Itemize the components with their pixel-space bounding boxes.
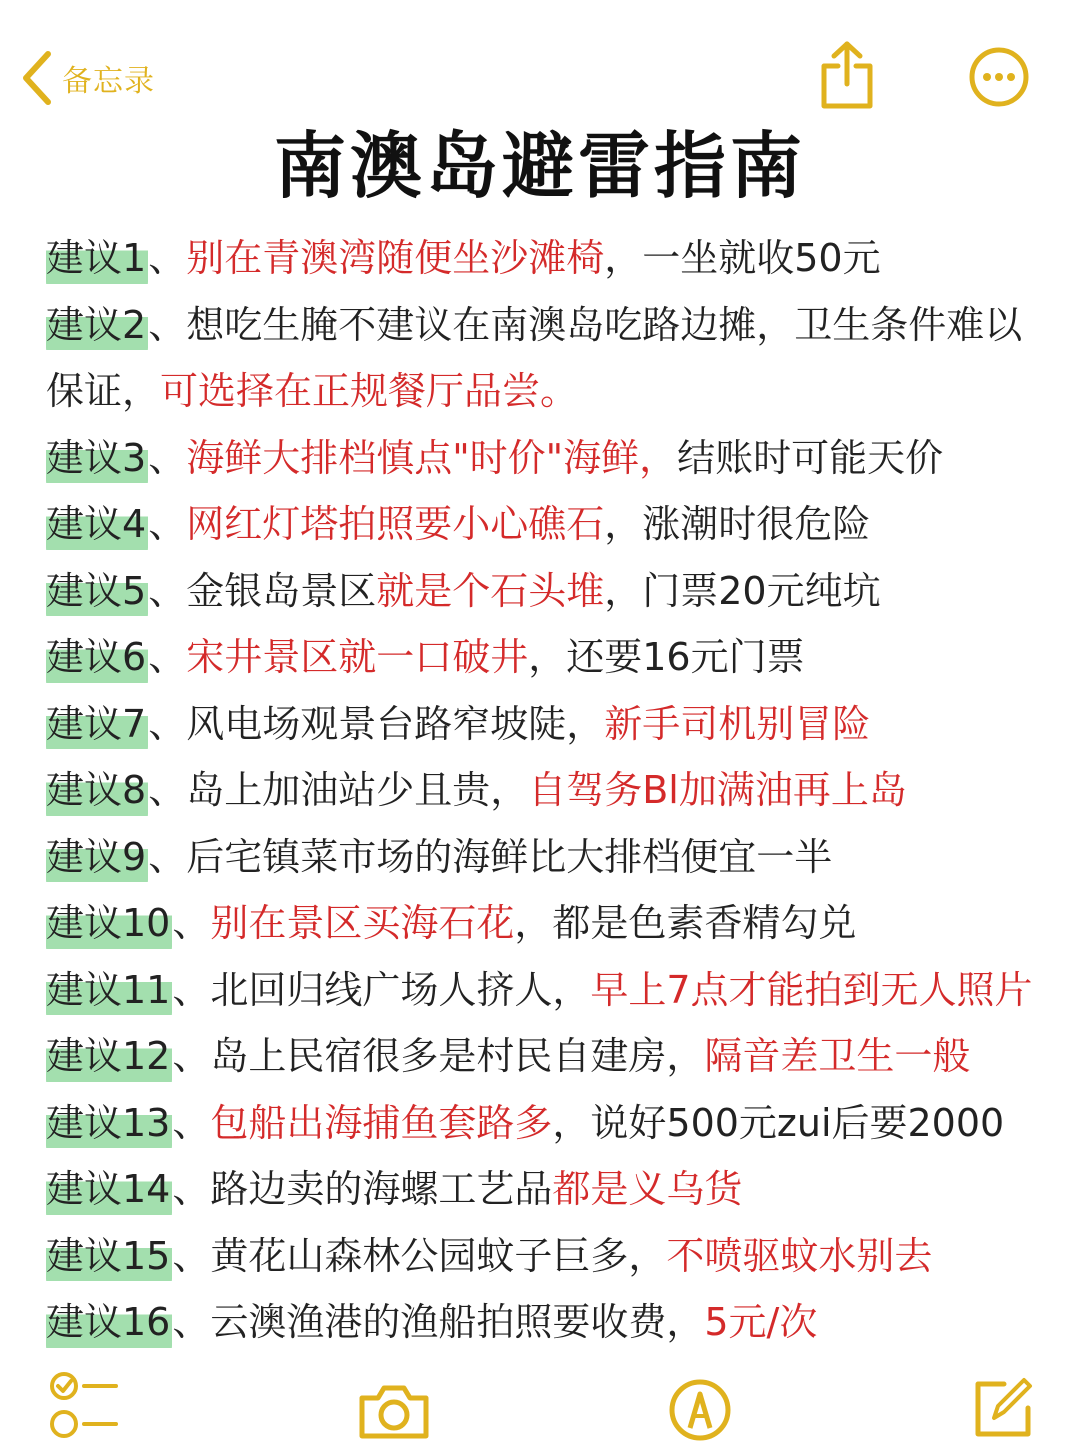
note-body[interactable]: [46, 225, 1046, 1356]
suggestion-tag: 建议7: [46, 691, 148, 758]
highlighted-text: 别在景区买海石花: [210, 901, 515, 945]
compose-icon: [970, 1374, 1036, 1440]
camera-button[interactable]: [356, 1382, 432, 1444]
suggestion-tag: 建议1: [46, 225, 148, 292]
line-text: 、: [148, 635, 187, 679]
suggestion-tag: 建议8: [46, 757, 148, 824]
highlighted-text: 就是个石头堆: [376, 568, 605, 613]
note-line: [46, 957, 1046, 1024]
highlighted-text: 早上7点才能拍到无人照片: [590, 967, 1033, 1012]
share-icon: [818, 40, 876, 110]
highlighted-text: 包船出海捕鱼套路多: [210, 1100, 553, 1145]
note-line: [46, 691, 1046, 758]
line-text: 、金银岛景区: [148, 568, 377, 613]
line-text: 、岛上加油站少且贵，: [148, 768, 529, 812]
highlighted-text: 都是义乌货: [552, 1167, 743, 1211]
line-text: 保证，: [46, 369, 161, 413]
note-line: [46, 757, 1046, 824]
compose-button[interactable]: [970, 1374, 1036, 1444]
line-text: 、: [148, 435, 187, 480]
camera-icon: [356, 1382, 432, 1440]
highlighted-text: 新手司机别冒险: [604, 701, 871, 746]
back-button[interactable]: [20, 48, 155, 108]
highlighted-text: 海鲜大排档慎点"时价"海鲜，: [186, 435, 678, 480]
line-text: 、北回归线广场人挤人，: [172, 967, 591, 1012]
line-text: ，说好500元zui后要2000: [552, 1100, 1005, 1145]
suggestion-tag: 建议14: [46, 1156, 172, 1223]
suggestion-tag: 建议11: [46, 957, 172, 1024]
line-text: ，一坐就收50元: [604, 236, 881, 280]
suggestion-tag: 建议9: [46, 824, 148, 891]
highlighted-text: 网红灯塔拍照要小心礁石: [186, 502, 605, 546]
note-line: [46, 558, 1046, 625]
note-line: [46, 1090, 1046, 1157]
suggestion-tag: 建议16: [46, 1289, 172, 1356]
note-line: [46, 425, 1046, 492]
note-line: [46, 1023, 1046, 1090]
suggestion-tag: 建议13: [46, 1090, 172, 1157]
line-text: 结账时可能天价: [677, 435, 944, 480]
note-line: [46, 1289, 1046, 1356]
share-button[interactable]: [818, 40, 876, 114]
suggestion-tag: 建议4: [46, 491, 148, 558]
note-line: [46, 1223, 1046, 1290]
highlighted-text: 宋井景区就一口破井: [186, 635, 529, 679]
line-text: ，门票20元纯坑: [604, 568, 881, 613]
line-text: 、: [148, 236, 187, 280]
line-text: 、岛上民宿很多是村民自建房，: [172, 1034, 705, 1078]
line-text: 、黄花山森林公园蚊子巨多，: [172, 1233, 667, 1278]
highlighted-text: 可选择在正规餐厅品尝。: [160, 369, 579, 413]
highlighted-text: 不喷驱蚊水别去: [666, 1233, 933, 1278]
note-line: [46, 292, 1046, 359]
highlighted-text: 自驾务Bl加满油再上岛: [528, 768, 907, 812]
markup-button[interactable]: [668, 1378, 732, 1446]
line-text: ，都是色素香精勾兑: [514, 901, 857, 945]
note-title: 南澳岛避雷指南: [273, 124, 806, 208]
line-text: 、风电场观景台路窄坡陡，: [148, 701, 605, 746]
line-text: 、: [148, 502, 187, 546]
more-icon: [968, 46, 1030, 108]
suggestion-tag: 建议12: [46, 1023, 172, 1090]
highlighted-text: 隔音差卫生一般: [704, 1034, 971, 1078]
line-text: 、: [172, 901, 211, 945]
more-options-button[interactable]: [968, 46, 1030, 112]
highlighted-text: 别在青澳湾随便坐沙滩椅: [186, 236, 605, 280]
note-line: [46, 491, 1046, 558]
chevron-left-icon: [20, 50, 54, 106]
markup-icon: [668, 1378, 732, 1442]
note-line: [46, 1156, 1046, 1223]
suggestion-tag: 建议6: [46, 624, 148, 691]
line-text: 、云澳渔港的渔船拍照要收费，: [172, 1300, 705, 1344]
checklist-icon: [48, 1370, 120, 1440]
line-text: 、: [172, 1100, 211, 1145]
line-text: 、后宅镇菜市场的海鲜比大排档便宜一半: [148, 834, 833, 879]
back-button-label: 备忘录: [62, 64, 155, 99]
note-line: [46, 225, 1046, 292]
note-line: [46, 624, 1046, 691]
line-text: ，还要16元门票: [528, 635, 805, 679]
line-text: ，涨潮时很危险: [604, 502, 871, 546]
suggestion-tag: 建议10: [46, 890, 172, 957]
highlighted-text: 5元/次: [704, 1300, 818, 1344]
suggestion-tag: 建议5: [46, 558, 148, 625]
note-line: [46, 890, 1046, 957]
suggestion-tag: 建议15: [46, 1223, 172, 1290]
suggestion-tag: 建议3: [46, 425, 148, 492]
note-line: [46, 824, 1046, 891]
line-text: 、想吃生腌不建议在南澳岛吃路边摊，卫生条件难以: [148, 302, 1023, 347]
suggestion-tag: 建议2: [46, 292, 148, 359]
bottom-toolbar: [0, 1370, 1080, 1440]
note-line: [46, 358, 1046, 425]
line-text: 、路边卖的海螺工艺品: [172, 1167, 553, 1211]
top-navigation-bar: [0, 0, 1080, 120]
checklist-button[interactable]: [48, 1370, 120, 1444]
